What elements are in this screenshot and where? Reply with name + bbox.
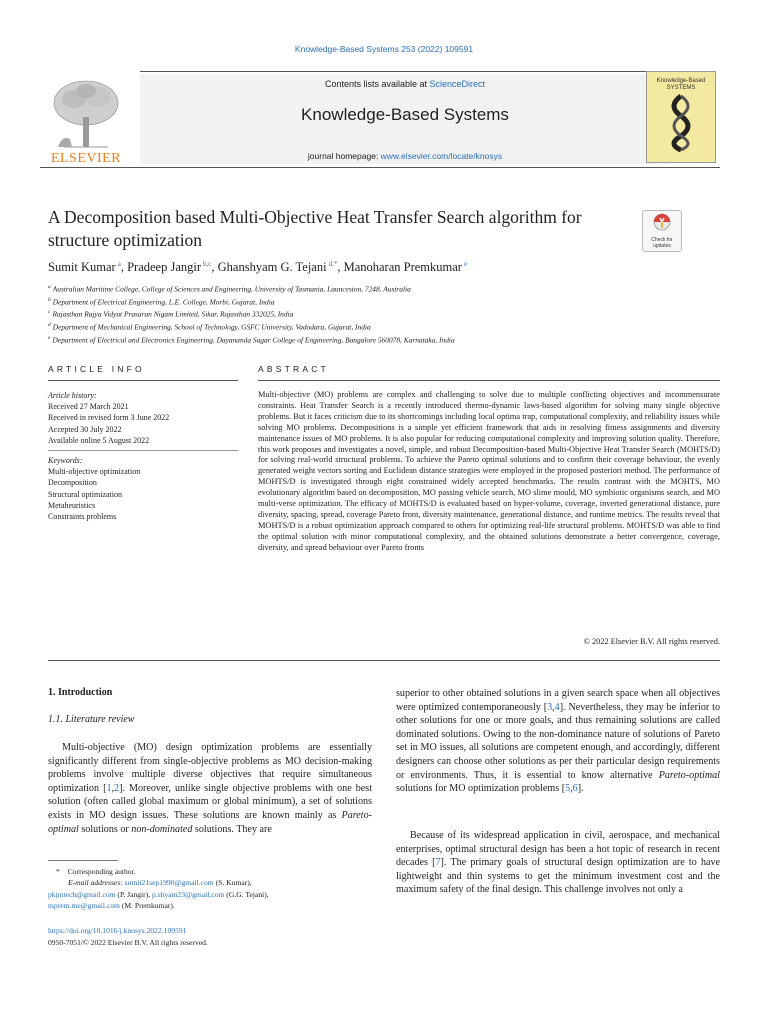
keyword-item[interactable]: Constraints problems bbox=[48, 512, 117, 522]
intro-paragraph-3 bbox=[396, 829, 720, 897]
journal-cover-image[interactable] bbox=[646, 71, 716, 163]
text-run: solutions or bbox=[78, 823, 132, 835]
abstract-bottom-rule bbox=[48, 660, 720, 661]
reference-link[interactable]: 5 bbox=[565, 783, 571, 795]
affiliation-text: Department of Electrical Engineering, L.E. College, Morbi, Gujarat, India bbox=[52, 297, 275, 307]
reference-link[interactable]: 6 bbox=[572, 783, 578, 795]
email-owner: (G.G. Tejani), bbox=[224, 889, 269, 899]
affiliation-item bbox=[48, 295, 728, 308]
keyword-item[interactable]: Multi-objective optimization bbox=[48, 467, 141, 477]
history-item: Received 27 March 2021 bbox=[48, 402, 129, 412]
article-info-rule bbox=[48, 380, 238, 381]
doi-block bbox=[48, 925, 372, 948]
history-item: Accepted 30 July 2022 bbox=[48, 424, 122, 434]
italic-term: Pareto-optimal bbox=[658, 769, 720, 781]
abstract-rule bbox=[258, 380, 720, 381]
text-run: superior to other obtained solutions in a given search space when all objectives were optimized contemporaneously [ bbox=[396, 688, 720, 713]
homepage-line bbox=[140, 151, 670, 161]
text-run: Multi-objective (MO) design optimization problems are essentially significantly different from single-objective problems as MO decision-making problems involve multiple diverse objectives that require simultaneous optimization [ bbox=[48, 742, 372, 794]
cover-artwork bbox=[647, 92, 715, 152]
author-name[interactable]: Pradeep Jangir bbox=[127, 260, 202, 275]
text-run: , bbox=[552, 701, 555, 713]
reference-link[interactable]: 3 bbox=[547, 701, 553, 713]
history-label: Article history: bbox=[48, 391, 97, 400]
reference-link[interactable]: 4 bbox=[554, 701, 560, 713]
elsevier-logo bbox=[44, 77, 128, 165]
crossmark-line-2: updates bbox=[653, 243, 671, 249]
email-link-tejani[interactable]: p.shyam23@gmail.com bbox=[152, 889, 225, 899]
email-link-premkumar[interactable]: mprem.me@gmail.com bbox=[48, 900, 120, 910]
email-link-jangir[interactable]: pkjmtech@gmail.com bbox=[48, 889, 116, 899]
crossmark-icon bbox=[643, 211, 681, 233]
introduction-heading: 1. Introduction bbox=[48, 687, 113, 698]
doi-link[interactable]: https://doi.org/10.1016/j.knosys.2022.109591 bbox=[48, 926, 187, 935]
affiliation-key: c bbox=[48, 309, 51, 316]
keyword-item[interactable]: Structural optimization bbox=[48, 489, 122, 499]
homepage-link[interactable]: www.elsevier.com/locate/knosys bbox=[380, 151, 503, 161]
elsevier-tree-icon bbox=[44, 77, 128, 149]
author-separator: , bbox=[120, 260, 128, 275]
contents-prefix: Contents lists available at bbox=[324, 79, 430, 89]
journal-masthead bbox=[40, 71, 720, 171]
issn-line: 0950-7051/© 2022 Elsevier B.V. All rights reserved. bbox=[48, 937, 208, 947]
author-name[interactable]: Sumit Kumar bbox=[48, 260, 116, 275]
affiliation-key: d bbox=[48, 322, 51, 329]
keyword-item[interactable]: Metaheuristics bbox=[48, 500, 96, 510]
author-list bbox=[48, 260, 728, 275]
keywords-rule bbox=[48, 450, 238, 451]
homepage-prefix: journal homepage: bbox=[307, 151, 381, 161]
keywords-label: Keywords: bbox=[48, 456, 83, 465]
keywords bbox=[48, 455, 238, 522]
email-owner: (P. Jangir), bbox=[115, 889, 153, 899]
footnote-mark: * bbox=[56, 867, 60, 876]
affiliation-key: a bbox=[48, 284, 51, 290]
intro-paragraph-1 bbox=[48, 741, 372, 836]
footnote-rule bbox=[48, 860, 118, 861]
corresponding-author-label: Corresponding author. bbox=[67, 867, 136, 876]
author-separator: , bbox=[211, 260, 218, 275]
affiliation-item bbox=[48, 307, 728, 320]
article-history bbox=[48, 390, 238, 446]
affiliation-item bbox=[48, 320, 728, 333]
email-owner: (S. Kumar), bbox=[213, 878, 252, 888]
masthead-bottom-rule bbox=[40, 167, 720, 168]
text-run: ]. Moreover, unlike single objective problems with one best solution (often called global maximum or global minimum), a set of solutions exists in MO design issues. These solutions are known mainly as bbox=[48, 782, 373, 821]
footnote bbox=[48, 866, 372, 911]
affiliation-text: Australian Maritime College, College of Sciences and Engineering, University of Tasmania, Launceston, 7248, Australia bbox=[52, 284, 411, 294]
check-for-updates-button[interactable] bbox=[642, 210, 682, 252]
author-affiliation-marker[interactable]: d,* bbox=[328, 260, 338, 268]
text-run: solutions. They are bbox=[192, 823, 272, 835]
keyword-item[interactable]: Decomposition bbox=[48, 478, 97, 488]
italic-term: non-dominated bbox=[131, 823, 193, 835]
journal-name: Knowledge-Based Systems bbox=[301, 105, 509, 124]
sciencedirect-link[interactable]: ScienceDirect bbox=[429, 79, 486, 89]
text-run: , bbox=[570, 783, 573, 795]
reference-link[interactable]: 7 bbox=[435, 857, 441, 869]
text-run: ]. Nevertheless, they may be inferior to other solutions for one or more goals, and thus remaining solutions are called dominated solutions. Owing to the non-dominance nature of solutions of Pareto set in MO issues, all solutions are competent enough, and accordingly, different designers can choose other solutions as per their particular design requirements or environments. Thus, it is essential to know alternative bbox=[396, 701, 720, 781]
affiliation-text: Rajasthan Rajya Vidyut Prasaran Nigam Limited, Sikar, Rajasthan 332025, India bbox=[52, 309, 294, 319]
author-affiliation-marker[interactable]: a bbox=[117, 260, 121, 268]
masthead-top-rule bbox=[140, 71, 670, 72]
text-run: ]. bbox=[577, 783, 584, 795]
history-item: Received in revised form 3 June 2022 bbox=[48, 413, 170, 423]
italic-term: Pareto-optimal bbox=[48, 809, 372, 835]
reference-link[interactable]: 2 bbox=[114, 782, 120, 794]
history-list bbox=[48, 401, 238, 446]
affiliation-text: Department of Electrical and Electronics Engineering, Dayananda Sagar College of Engineering, Bangalore 560078, Karnataka, India bbox=[52, 335, 455, 345]
author-name[interactable]: Ghanshyam G. Tejani bbox=[217, 260, 327, 275]
history-item: Available online 5 August 2022 bbox=[48, 435, 150, 445]
contents-line bbox=[140, 79, 670, 89]
reference-link[interactable]: 1 bbox=[106, 782, 112, 794]
email-label: E-mail addresses: bbox=[68, 878, 123, 888]
paper-title: A Decomposition based Multi-Objective Heat Transfer Search algorithm for structure optimization bbox=[48, 207, 582, 250]
author-name[interactable]: Manoharan Premkumar bbox=[343, 260, 462, 275]
author-affiliation-marker[interactable]: e bbox=[463, 260, 468, 268]
intro-paragraph-2 bbox=[396, 687, 720, 796]
affiliation-key: e bbox=[48, 334, 51, 341]
journal-reference[interactable]: Knowledge-Based Systems 253 (2022) 109591 bbox=[294, 44, 474, 54]
email-link-kumar[interactable]: sumit21sep1990@gmail.com bbox=[124, 878, 214, 888]
cover-title: Knowledge-Based SYSTEMS bbox=[656, 78, 706, 91]
author-separator: , bbox=[337, 260, 344, 275]
text-run: Because of its widespread application in civil, aerospace, and mechanical enterprises, optimal structural design has been a hot topic of research in recent decades [ bbox=[396, 830, 720, 869]
email-owner: (M. Premkumar). bbox=[119, 900, 175, 910]
affiliation-key: b bbox=[48, 296, 51, 303]
affiliation-item bbox=[48, 282, 728, 295]
affiliations bbox=[48, 282, 728, 345]
copyright-notice: © 2022 Elsevier B.V. All rights reserved. bbox=[583, 637, 720, 646]
crossmark-line-1: Check for bbox=[651, 237, 673, 243]
article-info-heading: ARTICLE INFO bbox=[48, 364, 145, 374]
abstract-heading: ABSTRACT bbox=[258, 364, 329, 374]
text-run: , bbox=[111, 782, 115, 794]
abstract-text: Multi-objective (MO) problems are complex and challenging to solve due to multiple conflicting objectives and incommensurate constraints. Heat Transfer Search is a recently introduced thermo-dynamic laws-based algorithm for solving many single objective problems. But it faces criticism due to its shortcomings including local optima trap, computational complexity, and reliability issues while solving MO problems. Decompositions is a simple yet efficient framework that aids in resolving fitness assignments and diversity maintenance issues of MO problems. It is also popular for reducing computational complexity and improving solution quality. Therefore, this work proposes and investigates a novel, simple, and robust Decomposition-based Multi-Objective Heat Transfer Search (MOHTS/D) for solving real-world structural problems. To achieve the Pareto optimal solutions and to confirm their coverage behaviour, the evenly generated weight vectors sorting and Euclidean distance strategies were employed in the proposed posteriori method. The performance of MOHTS/D is investigated through eight constrained widely accepted benchmarks. The results contrast with the MOHTS, MO evolutionary algorithm based on decomposition, MO passing vehicle search, MO slime mould, MO symbiotic organisms search, and MO multi-verse optimization. The efficacy of MOHTS/D is evaluated based on hyper-volume, coverage, inverted generational distance, pure diversity, spacing, spread, coverage Pareto front, diversity maintenance, generational distance, and runtime metrics. The results reveal that MOHTS/D is a robust optimization approach compared to others for optimizing real-life structural problems. MOHTS/D was able to find the optimal solution with minor computational complexity, and the obtained solutions demonstrate a better convergence, coverage, diversity, and spread behaviour over Pareto fronts bbox=[258, 390, 720, 552]
elsevier-wordmark: ELSEVIER bbox=[50, 151, 122, 166]
author-affiliation-marker[interactable]: b,c bbox=[203, 260, 212, 268]
keyword-list bbox=[48, 466, 238, 522]
literature-review-heading: 1.1. Literature review bbox=[48, 714, 135, 725]
text-run: solutions for MO optimization problems [ bbox=[396, 783, 566, 795]
affiliation-text: Department of Mechanical Engineering, School of Technology, GSFC University, Vadodara, Gujarat, India bbox=[52, 322, 371, 332]
affiliation-item bbox=[48, 333, 728, 346]
text-run: ]. The primary goals of structural design optimization are to have lightweight and thin systems to get the minimum investment cost and the maximum safety of the final design. This challenge involves not only a bbox=[396, 857, 721, 896]
